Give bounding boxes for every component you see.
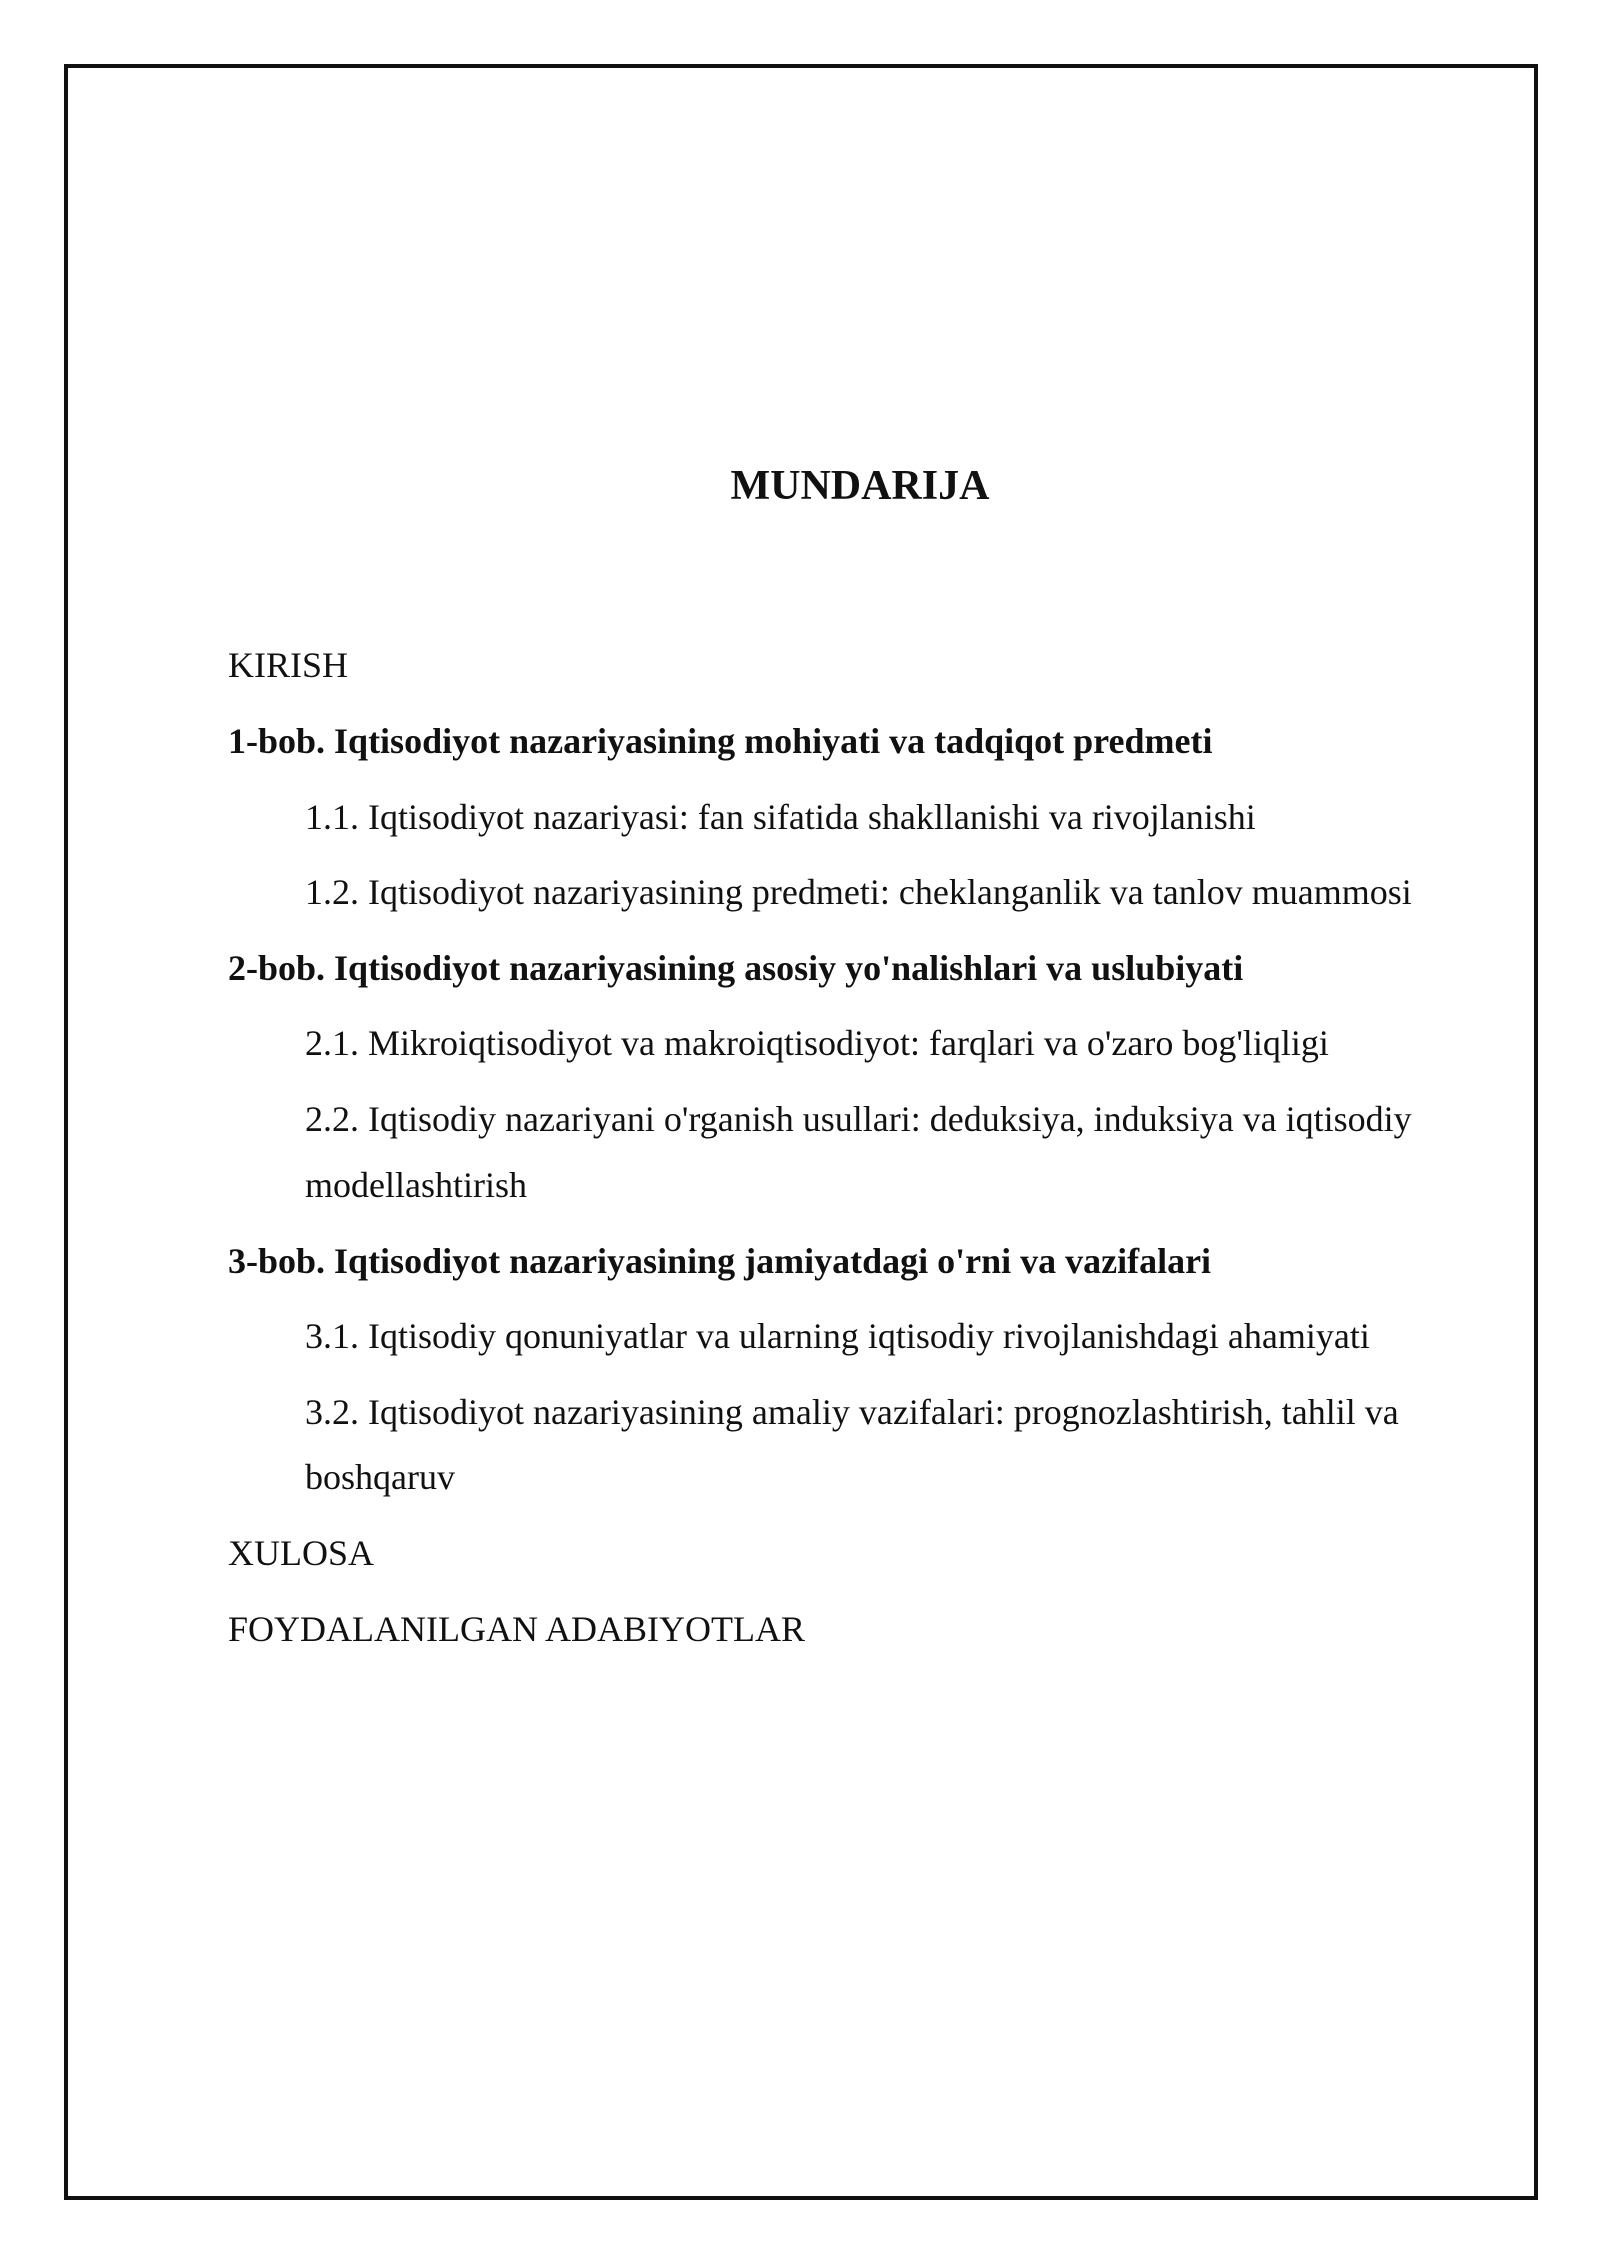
toc-chapter-3: 3-bob. Iqtisodiyot nazariyasining jamiyatdagi o'rni va vazifalari	[228, 1241, 1212, 1281]
toc-title: MUNDARIJA	[730, 463, 990, 509]
toc-section-2-2: 2.2. Iqtisodiy nazariyani o'rganish usullari: deduksiya, induksiya va iqtisodiy	[305, 1099, 1412, 1139]
toc-section-1-2: 1.2. Iqtisodiyot nazariyasining predmeti: cheklanganlik va tanlov muammosi	[305, 872, 1412, 912]
toc-section-3-1: 3.1. Iqtisodiy qonuniyatlar va ularning iqtisodiy rivojlanishdagi ahamiyati	[305, 1316, 1370, 1356]
toc-entry-conclusion: XULOSA	[228, 1533, 375, 1573]
toc-section-2-2-continued: modellashtirish	[305, 1165, 527, 1205]
toc-chapter-1: 1-bob. Iqtisodiyot nazariyasining mohiyati va tadqiqot predmeti	[228, 721, 1213, 761]
toc-section-3-2: 3.2. Iqtisodiyot nazariyasining amaliy vazifalari: prognozlashtirish, tahlil va	[305, 1392, 1399, 1432]
toc-entry-intro: KIRISH	[228, 645, 349, 685]
toc-section-3-2-continued: boshqaruv	[305, 1457, 455, 1497]
toc-section-1-1: 1.1. Iqtisodiyot nazariyasi: fan sifatida shakllanishi va rivojlanishi	[305, 797, 1256, 837]
toc-entry-references: FOYDALANILGAN ADABIYOTLAR	[228, 1609, 805, 1649]
toc-chapter-2: 2-bob. Iqtisodiyot nazariyasining asosiy yo'nalishlari va uslubiyati	[228, 948, 1244, 988]
toc-section-2-1: 2.1. Mikroiqtisodiyot va makroiqtisodiyot: farqlari va o'zaro bog'liqligi	[305, 1023, 1329, 1063]
